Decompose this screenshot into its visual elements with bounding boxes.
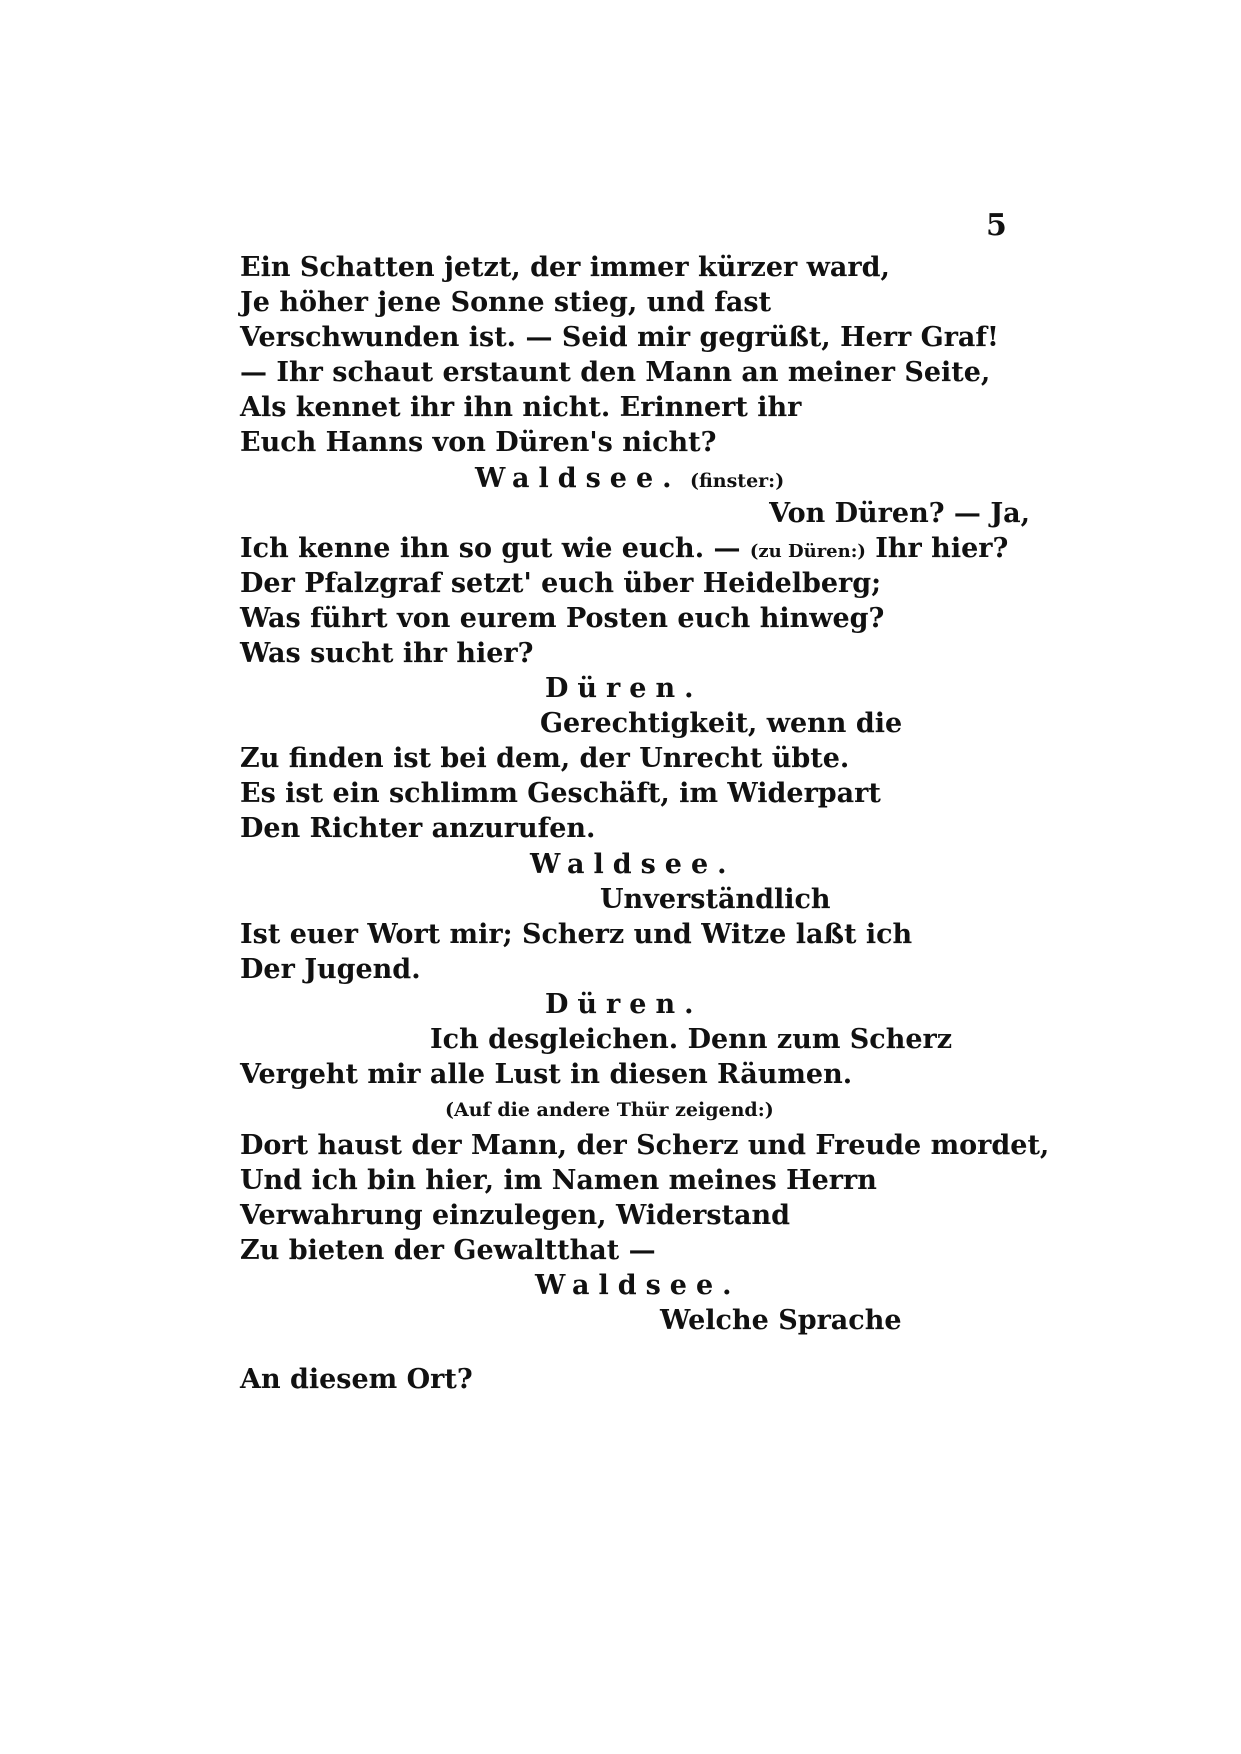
verse-line: Verschwunden ist. — Seid mir gegrüßt, Herr Graf! — [240, 322, 999, 353]
verse-line: Den Richter anzurufen. — [240, 813, 596, 844]
verse-line: Ein Schatten jetzt, der immer kürzer ward, — [240, 252, 890, 283]
verse-line: Unverständlich — [600, 884, 831, 915]
verse-line: Zu bieten der Gewaltthat — — [240, 1235, 656, 1266]
speaker-name: Waldsee. — [535, 1270, 741, 1301]
verse-line: Und ich bin hier, im Namen meines Herrn — [240, 1165, 877, 1196]
verse-line: Euch Hanns von Düren's nicht? — [240, 427, 717, 458]
verse-line: Zu finden ist bei dem, der Unrecht übte. — [240, 743, 850, 774]
verse-line: Von Düren? — Ja, — [769, 498, 1030, 529]
speaker-line — [475, 459, 784, 499]
verse-line: — Ihr schaut erstaunt den Mann an meiner Seite, — [240, 357, 991, 388]
verse-line: Verwahrung einzulegen, Widerstand — [240, 1200, 791, 1231]
stage-direction: (finster:) — [689, 470, 785, 492]
verse-line: Der Jugend. — [240, 954, 421, 985]
verse-segment: Ihr hier? — [875, 533, 1009, 564]
verse-line: Es ist ein schlimm Geschäft, im Widerpart — [240, 778, 881, 809]
verse-line: Der Pfalzgraf setzt' euch über Heidelberg; — [240, 568, 882, 599]
stage-direction: (zu Düren:) — [749, 541, 866, 562]
verse-line: Je höher jene Sonne stieg, und fast — [240, 287, 772, 318]
speaker-name: Waldsee. — [530, 849, 736, 880]
verse-line: Ist euer Wort mir; Scherz und Witze laßt ich — [240, 919, 913, 950]
verse-line: Gerechtigkeit, wenn die — [540, 708, 903, 739]
verse-line: Dort haust der Mann, der Scherz und Freude mordet, — [240, 1130, 1050, 1161]
verse-line: Welche Sprache — [660, 1305, 902, 1336]
stage-direction: (Auf die andere Thür zeigend:) — [445, 1099, 774, 1121]
verse-segment: Ich kenne ihn so gut wie euch. — — [240, 533, 741, 564]
verse-line — [240, 529, 1030, 569]
verse-line: An diesem Ort? — [240, 1364, 473, 1395]
verse-line: Vergeht mir alle Lust in diesen Räumen. — [240, 1059, 853, 1090]
verse-line: Als kennet ihr ihn nicht. Erinnert ihr — [240, 392, 802, 423]
speaker-name: Düren. — [545, 673, 703, 704]
speaker-name: Düren. — [545, 989, 703, 1020]
verse-line: Ich desgleichen. Denn zum Scherz — [430, 1024, 953, 1055]
speaker-name: Waldsee. — [475, 463, 681, 494]
verse-line: Was sucht ihr hier? — [240, 638, 534, 669]
verse-line: Was führt von eurem Posten euch hinweg? — [240, 603, 885, 634]
page-number: 5 — [986, 208, 1007, 243]
